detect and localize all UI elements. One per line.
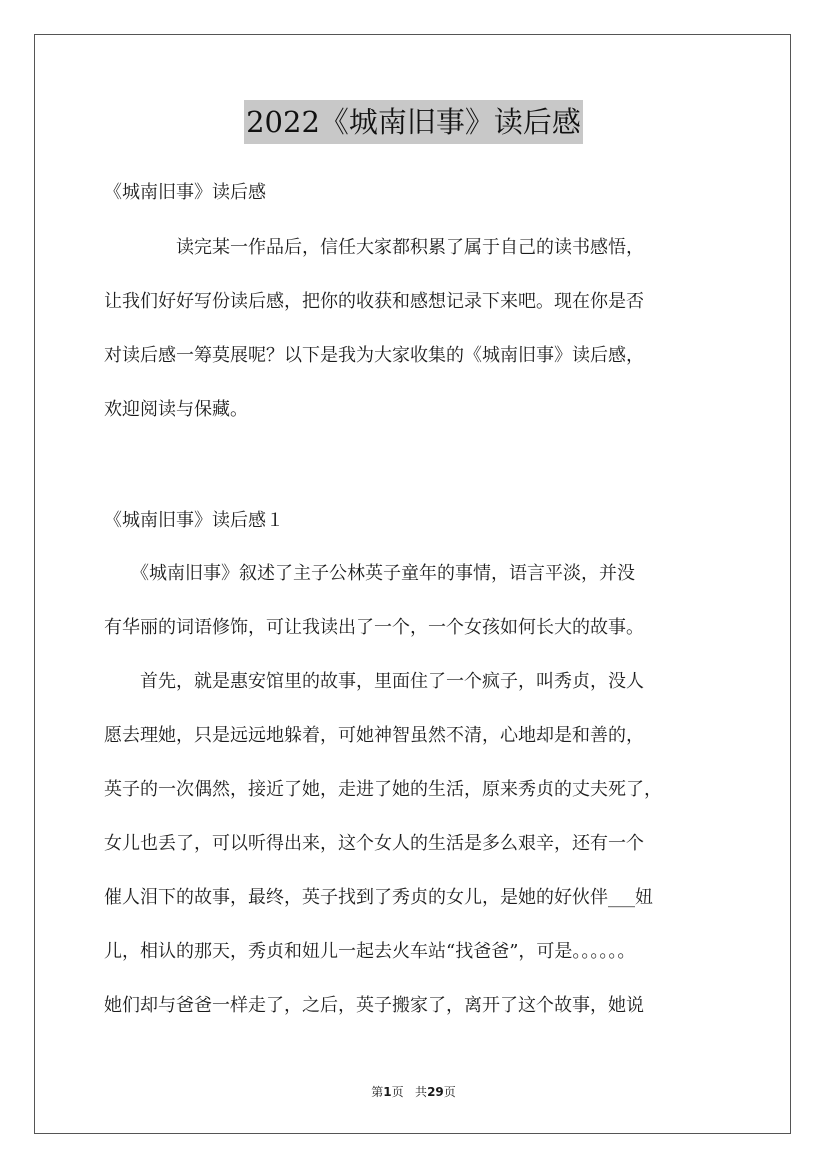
paragraph-2 — [104, 668, 734, 1046]
paragraph-line: 女儿也丢了，可以听得出来，这个女人的生活是多么艰辛，还有一个 — [104, 833, 644, 854]
total-label: 共 — [415, 1085, 428, 1099]
document-title: 2022《城南旧事》读后感 — [244, 100, 583, 144]
page-unit: 页 — [391, 1085, 404, 1099]
paragraph-line: 有华丽的词语修饰，可让我读出了一个，一个女孩如何长大的故事。 — [104, 617, 644, 638]
page-number: 1 — [383, 1085, 392, 1099]
section-heading: 《城南旧事》读后感１ — [104, 510, 284, 531]
paragraph-line: 愿去理她，只是远远地躲着，可她神智虽然不清，心地却是和善的， — [104, 725, 644, 746]
intro-line: 对读后感一筹莫展呢？以下是我为大家收集的《城南旧事》读后感， — [104, 345, 644, 366]
paragraph-line: 《城南旧事》叙述了主子公林英子童年的事情，语言平淡，并没 — [104, 563, 635, 584]
paragraph-line: 首先，就是惠安馆里的故事，里面住了一个疯子，叫秀贞，没人 — [104, 671, 644, 692]
total-pages: 29 — [427, 1085, 444, 1099]
intro-line: 让我们好好写份读后感，把你的收获和感想记录下来吧。现在你是否 — [104, 291, 644, 312]
page-label: 第 — [371, 1085, 384, 1099]
page-footer — [0, 1084, 827, 1100]
paragraph-line: 催人泪下的故事，最终，英子找到了秀贞的女儿，是她的好伙伴___妞 — [104, 887, 653, 908]
document-subtitle: 《城南旧事》读后感 — [104, 182, 266, 203]
paragraph-line: 儿，相认的那天，秀贞和妞儿一起去火车站“找爸爸”，可是。。。。。。 — [104, 941, 636, 962]
paragraph-line: 她们却与爸爸一样走了，之后，英子搬家了，离开了这个故事，她说 — [104, 995, 644, 1016]
total-unit: 页 — [443, 1085, 456, 1099]
intro-line: 读完某一作品后，信任大家都积累了属于自己的读书感悟， — [104, 237, 644, 258]
paragraph-1 — [104, 560, 734, 668]
intro-paragraph — [104, 234, 734, 450]
intro-line: 欢迎阅读与保藏。 — [104, 399, 248, 420]
paragraph-line: 英子的一次偶然，接近了她，走进了她的生活，原来秀贞的丈夫死了， — [104, 779, 662, 800]
title-container — [0, 100, 827, 144]
